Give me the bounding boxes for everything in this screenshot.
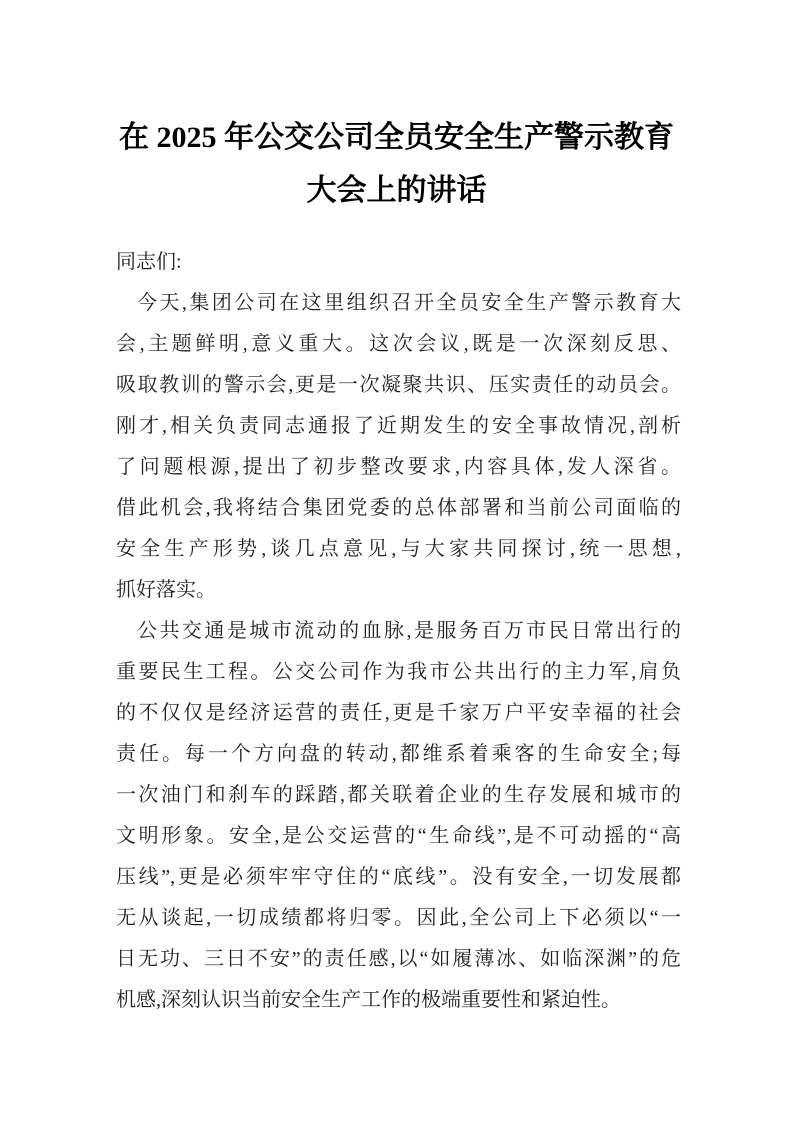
text-line: 会,主题鲜明,意义重大。这次会议,既是一次深刻反思、 <box>116 333 681 355</box>
paragraph <box>116 283 681 611</box>
text-line: 无从谈起,一切成绩都将归零。因此,全公司上下必须以“一 <box>116 907 681 929</box>
text-line: 公共交通是城市流动的血脉,是服务百万市民日常出行的 <box>137 620 681 642</box>
text-line: 文明形象。安全,是公交运营的“生命线”,是不可动摇的“高 <box>116 825 681 847</box>
text-line: 了问题根源,提出了初步整改要求,内容具体,发人深省。 <box>116 456 681 478</box>
text-line: 的不仅仅是经济运营的责任,更是千家万户平安幸福的社会 <box>116 702 681 724</box>
text-line: 机感,深刻认识当前安全生产工作的极端重要性和紧迫性。 <box>116 989 621 1011</box>
paragraph <box>116 611 681 1021</box>
text-line: 安全生产形势,谈几点意见,与大家共同探讨,统一思想, <box>116 538 681 560</box>
text-line: 重要民生工程。公交公司作为我市公共出行的主力军,肩负 <box>116 661 681 683</box>
document-title-line-2: 大会上的讲话 <box>306 174 487 207</box>
text-line: 刚才,相关负责同志通报了近期发生的安全事故情况,剖析 <box>116 415 681 437</box>
text-line: 抓好落实。 <box>116 579 216 601</box>
text-line: 吸取教训的警示会,更是一次凝聚共识、压实责任的动员会。 <box>116 374 681 396</box>
text-line: 借此机会,我将结合集团党委的总体部署和当前公司面临的 <box>116 497 681 519</box>
document-title <box>0 0 793 217</box>
text-line: 一次油门和刹车的踩踏,都关联着企业的生存发展和城市的 <box>116 784 681 806</box>
document-body <box>116 242 681 1021</box>
paragraphs <box>116 283 681 1021</box>
salutation: 同志们: <box>116 251 182 273</box>
document-title-line-1: 在 2025 年公交公司全员安全生产警示教育 <box>119 121 674 154</box>
text-line: 今天,集团公司在这里组织召开全员安全生产警示教育大 <box>137 292 681 314</box>
text-line: 日无功、三日不安”的责任感,以“如履薄冰、如临深渊”的危 <box>116 948 681 970</box>
text-line: 压线”,更是必须牢牢守住的“底线”。没有安全,一切发展都 <box>116 866 681 888</box>
text-line: 责任。每一个方向盘的转动,都维系着乘客的生命安全;每 <box>116 743 681 765</box>
